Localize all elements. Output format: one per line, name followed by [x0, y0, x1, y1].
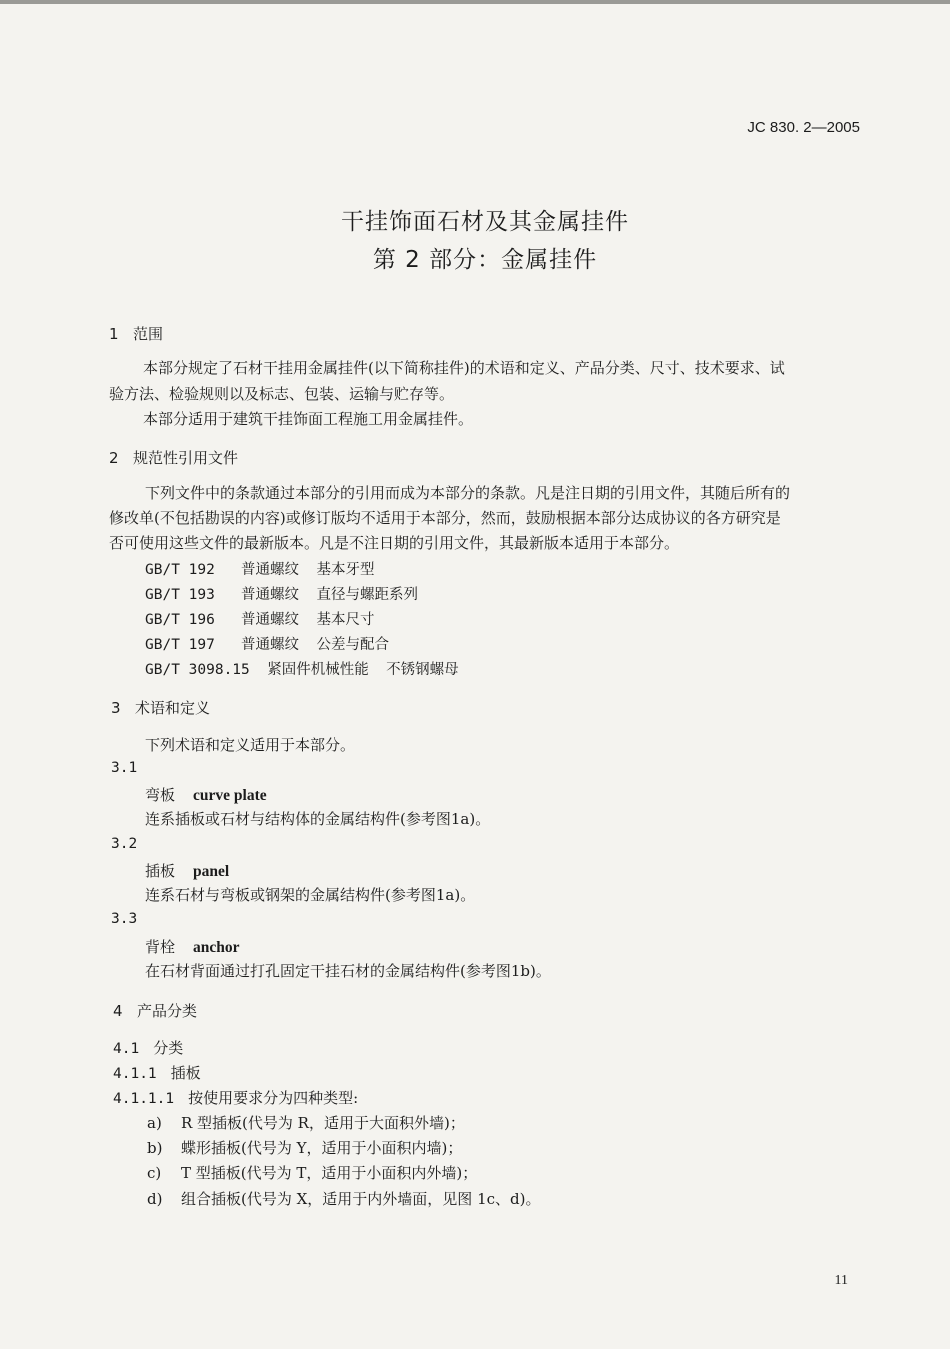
reference-item: GB/T 192 普通螺纹 基本牙型 — [145, 562, 375, 578]
paragraph-line: 下列术语和定义适用于本部分。 — [145, 736, 356, 754]
subsection-number: 4.1 — [113, 1041, 140, 1057]
paragraph-line: 验方法、检验规则以及标志、包装、运输与贮存等。 — [109, 385, 455, 403]
reference-item: GB/T 196 普通螺纹 基本尺寸 — [145, 612, 375, 628]
list-item — [147, 1188, 540, 1209]
list-text: T 型插板(代号为 T，适用于小面积内外墙)； — [181, 1164, 478, 1182]
page-number: 11 — [834, 1273, 848, 1288]
term-number: 3.3 — [111, 911, 138, 927]
term-english: curve plate — [193, 787, 267, 804]
section-title: 范围 — [133, 325, 164, 343]
section-title: 规范性引用文件 — [133, 449, 239, 467]
term-number: 3.1 — [111, 760, 138, 776]
clause — [113, 1087, 358, 1108]
list-item — [147, 1162, 477, 1183]
list-item — [147, 1112, 465, 1133]
section-1-heading — [109, 323, 163, 344]
scan-top-border — [0, 0, 950, 4]
list-label: d) — [147, 1190, 163, 1208]
section-2-heading — [109, 447, 238, 468]
list-label: a) — [147, 1114, 162, 1132]
term-number: 3.2 — [111, 836, 138, 852]
document-subtitle: 第 2 部分：金属挂件 — [372, 247, 598, 273]
subsection-title: 插板 — [170, 1064, 201, 1082]
term-english: anchor — [193, 939, 240, 956]
paragraph-line: 否可使用这些文件的最新版本。凡是不注日期的引用文件，其最新版本适用于本部分。 — [109, 534, 680, 552]
reference-item: GB/T 3098.15 紧固件机械性能 不锈钢螺母 — [145, 662, 459, 678]
clause-text: 按使用要求分为四种类型: — [188, 1089, 359, 1107]
term-entry — [145, 936, 240, 957]
section-number: 2 — [109, 449, 119, 467]
list-label: c) — [147, 1164, 162, 1182]
term-chinese: 弯板 — [145, 786, 176, 804]
section-number: 3 — [111, 699, 121, 717]
subsection-number: 4.1.1 — [113, 1066, 157, 1082]
subsection-title: 分类 — [153, 1039, 184, 1057]
paragraph-line: 本部分规定了石材干挂用金属挂件(以下简称挂件)的术语和定义、产品分类、尺寸、技术要求、试 — [143, 359, 785, 377]
section-number: 1 — [109, 325, 119, 343]
list-text: 蝶形插板(代号为 Y，适用于小面积内墙)； — [181, 1139, 463, 1157]
term-definition: 在石材背面通过打孔固定干挂石材的金属结构件(参考图1b)。 — [145, 962, 551, 980]
subsection-heading — [113, 1037, 183, 1058]
section-title: 产品分类 — [137, 1002, 198, 1020]
section-4-heading — [113, 1000, 197, 1021]
reference-item: GB/T 197 普通螺纹 公差与配合 — [145, 637, 389, 653]
term-chinese: 插板 — [145, 862, 176, 880]
term-definition: 连系石材与弯板或钢架的金属结构件(参考图1a)。 — [145, 886, 476, 904]
term-english: panel — [193, 863, 230, 880]
paragraph-line: 下列文件中的条款通过本部分的引用而成为本部分的条款。凡是注日期的引用文件，其随后所有的 — [145, 484, 791, 502]
term-entry — [145, 784, 267, 805]
paragraph-line: 修改单(不包括勘误的内容)或修订版均不适用于本部分，然而，鼓励根据本部分达成协议的各方研究是 — [109, 509, 781, 527]
section-number: 4 — [113, 1002, 123, 1020]
paragraph-line: 本部分适用于建筑干挂饰面工程施工用金属挂件。 — [143, 410, 474, 428]
list-text: R 型插板(代号为 R，适用于大面积外墙)； — [181, 1114, 465, 1132]
list-label: b) — [147, 1139, 163, 1157]
term-entry — [145, 860, 229, 881]
section-3-heading — [111, 697, 210, 718]
section-title: 术语和定义 — [135, 699, 211, 717]
list-text: 组合插板(代号为 X，适用于内外墙面，见图 1c、d)。 — [181, 1190, 541, 1208]
term-definition: 连系插板或石材与结构体的金属结构件(参考图1a)。 — [145, 810, 491, 828]
standard-number: JC 830. 2—2005 — [747, 119, 860, 136]
document-title: 干挂饰面石材及其金属挂件 — [341, 209, 629, 235]
list-item — [147, 1137, 462, 1158]
reference-item: GB/T 193 普通螺纹 直径与螺距系列 — [145, 587, 418, 603]
clause-number: 4.1.1.1 — [113, 1091, 175, 1107]
subsection-heading — [113, 1062, 201, 1083]
term-chinese: 背栓 — [145, 938, 176, 956]
